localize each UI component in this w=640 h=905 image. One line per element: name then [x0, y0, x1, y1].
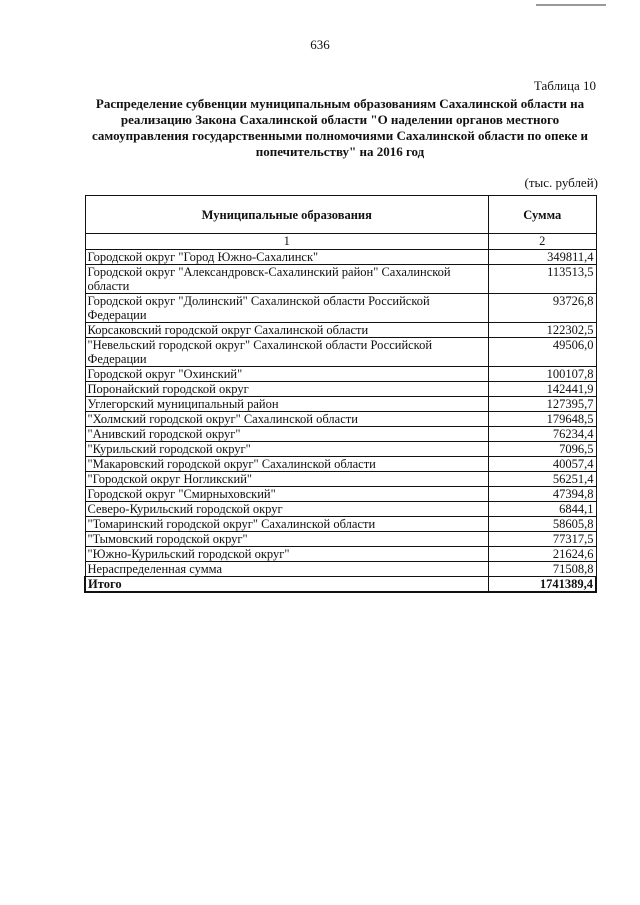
subvention-sum: 71508,8 — [489, 562, 597, 577]
table-row — [85, 532, 596, 547]
header-sum: Сумма — [489, 196, 597, 234]
table-row — [85, 442, 596, 457]
municipality-name: Углегорский муниципальный район — [85, 397, 489, 412]
table-row — [85, 294, 596, 323]
table-body — [85, 250, 596, 577]
subvention-sum: 113513,5 — [489, 265, 597, 294]
table-row — [85, 457, 596, 472]
municipality-name: Северо-Курильский городской округ — [85, 502, 489, 517]
subvention-sum: 6844,1 — [489, 502, 597, 517]
total-label: Итого — [85, 577, 489, 593]
subvention-sum: 40057,4 — [489, 457, 597, 472]
municipality-name: "Анивский городской округ" — [85, 427, 489, 442]
subvention-sum: 349811,4 — [489, 250, 597, 265]
table-row — [85, 397, 596, 412]
subvention-sum: 56251,4 — [489, 472, 597, 487]
table-row — [85, 338, 596, 367]
municipality-name: Нераспределенная сумма — [85, 562, 489, 577]
subvention-sum: 127395,7 — [489, 397, 597, 412]
municipality-name: "Макаровский городской округ" Сахалинской области — [85, 457, 489, 472]
subvention-sum: 47394,8 — [489, 487, 597, 502]
municipality-name: "Южно-Курильский городской округ" — [85, 547, 489, 562]
municipality-name: "Томаринский городской округ" Сахалинской области — [85, 517, 489, 532]
municipality-name: Городской округ "Охинский" — [85, 367, 489, 382]
table-row — [85, 250, 596, 265]
municipality-name: Городской округ "Александровск-Сахалинский район" Сахалинской области — [85, 265, 489, 294]
table-row — [85, 502, 596, 517]
municipality-name: "Невельский городской округ" Сахалинской области Российской Федерации — [85, 338, 489, 367]
subvention-sum: 76234,4 — [489, 427, 597, 442]
municipality-name: Городской округ "Город Южно-Сахалинск" — [85, 250, 489, 265]
municipality-name: "Городской округ Ногликский" — [85, 472, 489, 487]
units-label: (тыс. рублей) — [524, 175, 598, 190]
subvention-sum: 100107,8 — [489, 367, 597, 382]
subvention-sum: 49506,0 — [489, 338, 597, 367]
subvention-sum: 142441,9 — [489, 382, 597, 397]
index-col-2: 2 — [489, 234, 597, 250]
total-sum: 1741389,4 — [489, 577, 597, 593]
municipality-name: "Курильский городской округ" — [85, 442, 489, 457]
table-row — [85, 517, 596, 532]
table-row — [85, 472, 596, 487]
municipality-name: "Холмский городской округ" Сахалинской области — [85, 412, 489, 427]
distribution-table — [84, 195, 597, 593]
subvention-sum: 179648,5 — [489, 412, 597, 427]
table-row — [85, 487, 596, 502]
table-row — [85, 367, 596, 382]
header-municipality: Муниципальные образования — [85, 196, 489, 234]
subvention-sum: 21624,6 — [489, 547, 597, 562]
document-title: Распределение субвенции муниципальным образованиям Сахалинской области на реализацию Закона Сахалинской области "О наделении органов местного самоуправления государственными полномочиями Сахалинской области по опеке и попечительству" на 2016 год — [92, 96, 588, 159]
table-row — [85, 265, 596, 294]
table-row — [85, 562, 596, 577]
table-row — [85, 323, 596, 338]
subvention-sum: 93726,8 — [489, 294, 597, 323]
table-label: Таблица 10 — [533, 78, 596, 93]
table-row — [85, 382, 596, 397]
index-row — [85, 234, 596, 250]
page-number: 636 — [310, 37, 330, 52]
index-col-1: 1 — [85, 234, 489, 250]
header-row — [85, 196, 596, 234]
subvention-sum: 7096,5 — [489, 442, 597, 457]
table-row — [85, 412, 596, 427]
subvention-sum: 122302,5 — [489, 323, 597, 338]
total-row — [85, 577, 596, 593]
municipality-name: Городской округ "Долинский" Сахалинской области Российской Федерации — [85, 294, 489, 323]
municipality-name: Городской округ "Смирныховский" — [85, 487, 489, 502]
table-row — [85, 427, 596, 442]
municipality-name: Поронайский городской округ — [85, 382, 489, 397]
municipality-name: "Тымовский городской округ" — [85, 532, 489, 547]
subvention-sum: 58605,8 — [489, 517, 597, 532]
municipality-name: Корсаковский городской округ Сахалинской области — [85, 323, 489, 338]
subvention-sum: 77317,5 — [489, 532, 597, 547]
table-row — [85, 547, 596, 562]
scan-mark — [536, 4, 606, 6]
